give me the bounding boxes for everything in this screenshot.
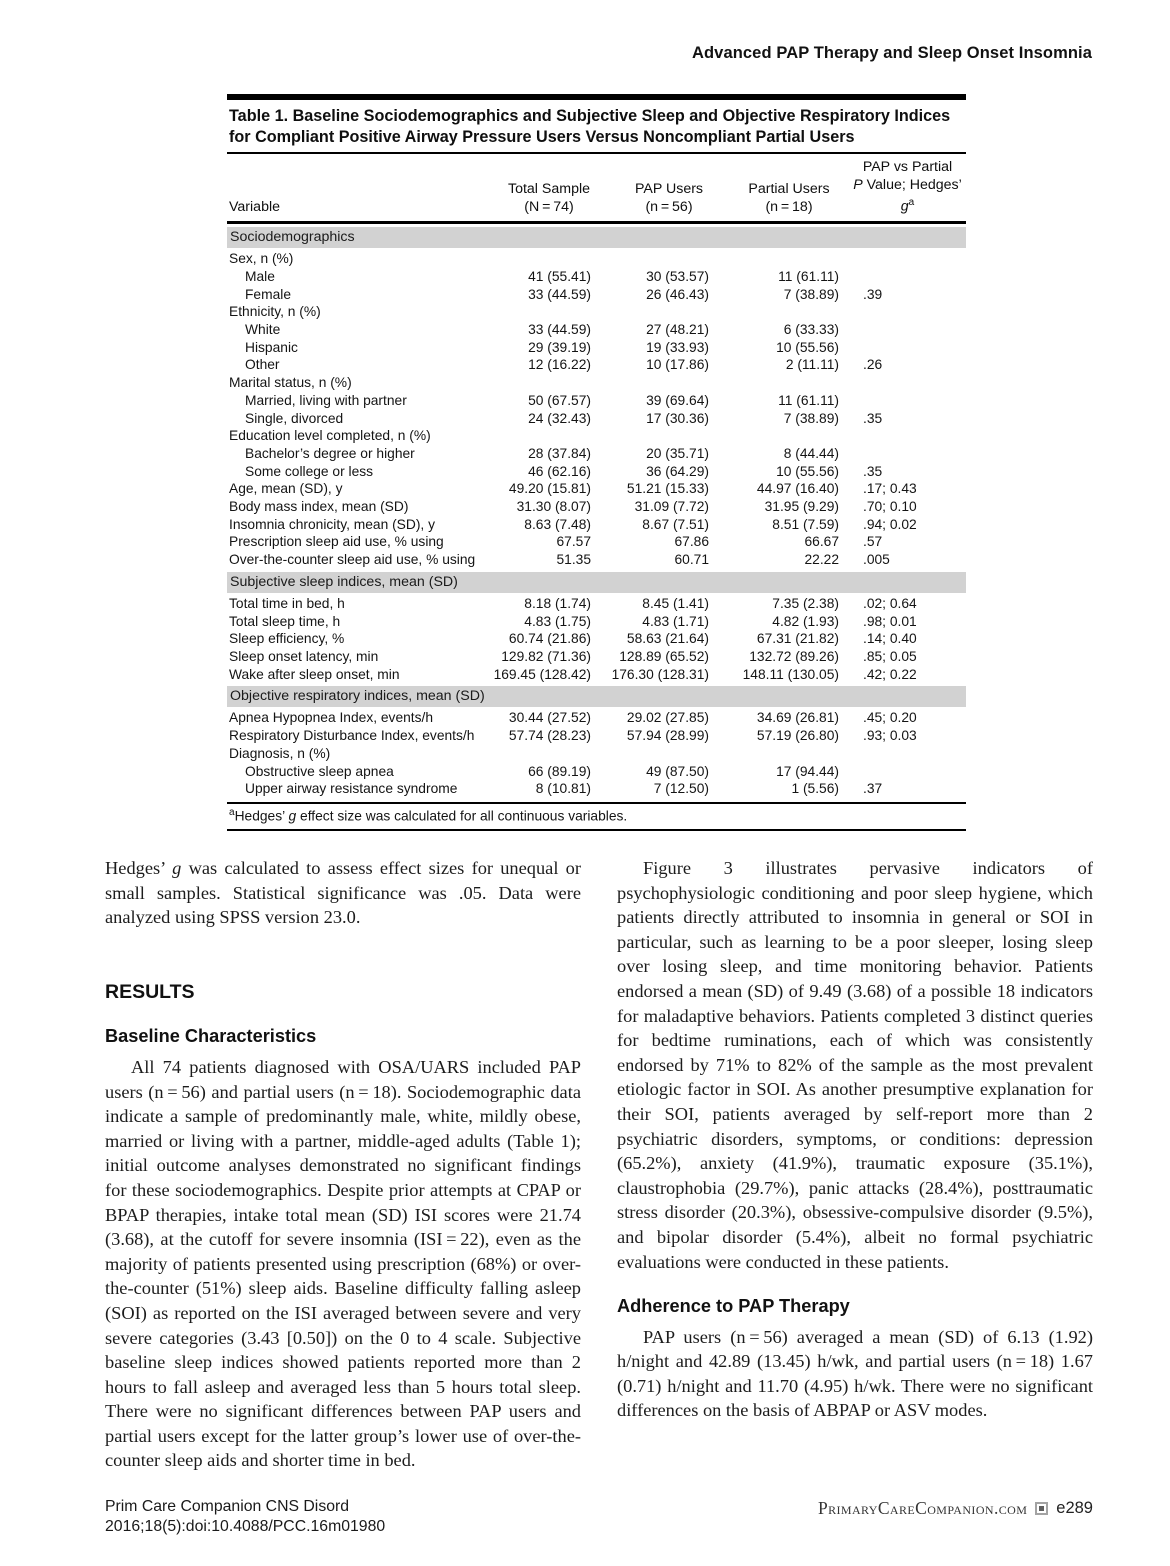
table-cell: 28 (37.84) (528, 445, 591, 461)
table-cell (849, 374, 966, 392)
table-section-rows (227, 707, 966, 798)
table-cell: 20 (35.71) (646, 445, 709, 461)
journal-website: PrimaryCareCompanion.com (817, 1498, 1028, 1518)
table-row (227, 321, 966, 339)
table-cell: .17; 0.43 (863, 481, 917, 497)
table-cell: 67.31 (21.82) (756, 631, 839, 647)
table-cell: .39 (863, 286, 883, 302)
baseline-characteristics-heading: Baseline Characteristics (105, 1026, 317, 1047)
table-cell: .35 (863, 410, 883, 426)
table-cell: .94; 0.02 (863, 516, 917, 532)
table-cell: 29.02 (27.85) (626, 710, 709, 726)
table-row (227, 303, 966, 321)
table-row (227, 268, 966, 286)
table-row (227, 709, 966, 727)
table-cell: .005 (863, 552, 890, 568)
row-label: Sex, n (%) (229, 251, 294, 267)
table-cell (489, 745, 609, 763)
table-cell (729, 303, 849, 321)
table-cell: 7 (12.50) (653, 781, 709, 797)
row-label: Age, mean (SD), y (229, 481, 343, 497)
table-cell: 7 (38.89) (783, 410, 839, 426)
body-paragraph: Hedges’ g was calculated to assess effect sizes for unequal or small samples. Statistical significance was .05. Data were analyzed using SPSS version 23.0. (105, 858, 581, 928)
table-cell: 7.35 (2.38) (772, 595, 839, 611)
table-1 (227, 94, 966, 831)
table-cell: 2 (11.11) (785, 357, 839, 373)
table-row (227, 250, 966, 268)
table-title (227, 100, 966, 154)
table-cell (849, 427, 966, 445)
row-label: Some college or less (245, 463, 374, 479)
table-cell (849, 392, 966, 410)
left-column (105, 856, 581, 1473)
row-label: Over-the-counter sleep aid use, % using (229, 552, 476, 568)
table-cell (849, 321, 966, 339)
table-cell (849, 745, 966, 763)
footer-right (818, 1497, 1093, 1519)
table-cell: 49 (87.50) (646, 763, 709, 779)
table-cell: 33 (44.59) (528, 322, 591, 338)
body-paragraph: PAP users (n = 56) averaged a mean (SD) of 6.13 (1.92) h/night and 42.89 (13.45) h/wk, and partial users (n = 18) 1.67 (0.71) h/night and 11.70 (4.95) h/wk. There were no significant differences on the basis of ABPAP or ASV modes. (617, 1326, 1093, 1421)
running-head: Advanced PAP Therapy and Sleep Onset Insomnia (691, 44, 1092, 62)
table-cell (489, 303, 609, 321)
body-paragraph: All 74 patients diagnosed with OSA/UARS included PAP users (n = 56) and partial users (n = 18). Sociodemographic data indicate a sample of predominantly male, white, mildly obese, married or living with a partner, middle-aged adults (Table 1); initial outcome analyses demonstrated no significant findings for these sociodemographics. Despite prior attempts at CPAP or BPAP therapies, intake total mean (SD) ISI scores were 21.74 (3.68), at the cutoff for severe insomnia (ISI = 22), even as the majority of patients presented using prescription (68%) or over-the-counter (51%) sleep aids. Baseline difficulty falling asleep (SOI) as reported on the ISI averaged between severe and very severe categories (3.43 [0.50]) on the 0 to 4 scale. Subjective baseline sleep indices showed patients reported more than 2 hours to fall asleep and averaged less than 5 hours total sleep. There were no significant differences between PAP users and partial users except for the latter group’s lower use of over-the-counter sleep aids and shorter time in bed. (105, 1056, 581, 1471)
table-cell: 7 (38.89) (783, 286, 839, 302)
table-row (227, 286, 966, 304)
table-cell (729, 250, 849, 268)
row-label: White (245, 322, 281, 338)
table-row (227, 480, 966, 498)
table-cell: 66 (89.19) (528, 763, 591, 779)
table-cell: .26 (863, 357, 883, 373)
table-title-line2: for Compliant Positive Airway Pressure Users Versus Noncompliant Partial Users (229, 127, 855, 146)
column-header-pvalue: PAP vs Partial P Value; Hedges’ $g^a$ (853, 159, 962, 215)
row-label: Marital status, n (%) (229, 375, 352, 391)
journal-citation: Prim Care Companion CNS Disord 2016;18(5):doi:10.4088/PCC.16m01980 (105, 1498, 386, 1535)
table-cell: 50 (67.57) (528, 392, 591, 408)
table-cell: 148.11 (130.05) (742, 666, 839, 682)
row-label: Apnea Hypopnea Index, events/h (229, 710, 434, 726)
table-cell: 17 (94.44) (776, 763, 839, 779)
body-paragraph: Figure 3 illustrates pervasive indicators of psychophysiologic conditioning and poor sleep hygiene, which patients directly attributed to insomnia in general or SOI in particular, such as learning to be a poor sleeper, losing sleep over losing sleep, and time monitoring behavior. Patients endorsed a mean (SD) of 9.49 (3.68) of a possible 18 indicators for maladaptive behaviors. Patients completed 3 distinct queries for bedtime ruminations, each of which was consistently endorsed by 71% to 82% of the sample as the most prevalent etiologic factor in SOI. As another presumptive explanation for their SOI, patients averaged by self-report more than 2 psychiatric disorders, symptoms, or conditions: depression (65.2%), anxiety (41.9%), traumatic exposure (35.1%), claustrophobia (29.7%), panic attacks (28.4%), posttraumatic stress disorder (20.3%), obsessive-compulsive disorder (9.5%), and bipolar disorder (5.4%), albeit no formal psychiatric evaluations were conducted in these patients. (617, 858, 1093, 1272)
table-cell: 46 (62.16) (528, 463, 591, 479)
table-cell: 57.94 (28.99) (626, 728, 709, 744)
table-row (227, 551, 966, 569)
table-cell: 176.30 (128.31) (611, 666, 709, 682)
table-header-row (227, 154, 966, 224)
table-cell: 10 (17.86) (646, 357, 709, 373)
table-cell: 8.45 (1.41) (642, 595, 709, 611)
table-cell (609, 374, 729, 392)
column-header-variable: Variable (229, 198, 280, 215)
table-cell: 51.21 (15.33) (626, 481, 709, 497)
table-cell: 169.45 (128.42) (493, 666, 591, 682)
table-row (227, 392, 966, 410)
table-cell: 8 (10.81) (535, 781, 591, 797)
table-cell: 11 (61.11) (778, 392, 839, 408)
table-row (227, 498, 966, 516)
results-heading: RESULTS (105, 980, 195, 1003)
table-section-rows (227, 593, 966, 684)
table-row (227, 445, 966, 463)
table-cell: 8.18 (1.74) (524, 595, 591, 611)
table-row (227, 595, 966, 613)
table-cell (729, 745, 849, 763)
table-cell: .35 (863, 463, 883, 479)
table-cell: 19 (33.93) (646, 339, 709, 355)
row-label: Respiratory Disturbance Index, events/h (229, 728, 475, 744)
table-cell: 39 (69.64) (646, 392, 709, 408)
table-cell: .85; 0.05 (863, 649, 917, 664)
table-cell: 66.67 (804, 534, 839, 550)
table-cell (849, 268, 966, 286)
table-cell: 4.82 (1.93) (772, 613, 839, 629)
table-row (227, 427, 966, 445)
row-label: Hispanic (245, 339, 298, 355)
table-cell: 57.74 (28.23) (508, 728, 591, 744)
column-header-total-sample: Total Sample (N = 74) (507, 181, 590, 215)
row-label: Education level completed, n (%) (229, 428, 431, 444)
table-body (227, 227, 966, 798)
row-label: Single, divorced (245, 410, 344, 426)
table-row (227, 356, 966, 374)
table-cell: 24 (32.43) (528, 410, 591, 426)
table-cell: 67.86 (674, 534, 709, 550)
table-cell: 8.63 (7.48) (524, 516, 591, 532)
row-label: Wake after sleep onset, min (229, 666, 400, 682)
table-cell: 6 (33.33) (783, 322, 839, 338)
row-label: Sleep efficiency, % (229, 631, 345, 647)
row-label: Ethnicity, n (%) (229, 304, 321, 320)
table-title-line1: Table 1. Baseline Sociodemographics and Subjective Sleep and Objective Respiratory Indices (229, 107, 951, 125)
row-label: Sleep onset latency, min (229, 649, 379, 664)
row-label: Total sleep time, h (229, 613, 341, 629)
table-cell: 4.83 (1.75) (524, 613, 591, 629)
row-label: Diagnosis, n (%) (229, 745, 331, 761)
table-cell: 10 (55.56) (776, 463, 839, 479)
table-row (227, 745, 966, 763)
table-cell: 12 (16.22) (528, 357, 591, 373)
table-cell: 31.95 (9.29) (764, 499, 839, 515)
table-cell: .70; 0.10 (863, 499, 917, 515)
table-row (227, 533, 966, 551)
row-label: Female (245, 286, 292, 302)
table-cell: 67.57 (556, 534, 591, 550)
table-row (227, 727, 966, 745)
table-cell: 27 (48.21) (646, 322, 709, 338)
table-cell (729, 427, 849, 445)
table-cell (849, 445, 966, 463)
table-cell (489, 250, 609, 268)
table-row (227, 666, 966, 684)
table-row (227, 630, 966, 648)
column-header-pap-users: PAP Users (n = 56) (634, 181, 704, 215)
row-label: Body mass index, mean (SD) (229, 499, 409, 515)
table-cell (849, 763, 966, 781)
row-label: Obstructive sleep apnea (245, 763, 394, 779)
row-label: Upper airway resistance syndrome (245, 781, 458, 797)
table-cell: 30 (53.57) (646, 268, 709, 284)
table-section-header: Subjective sleep indices, mean (SD) (227, 572, 966, 593)
table-cell: .14; 0.40 (863, 631, 917, 647)
table-cell: 17 (30.36) (646, 410, 709, 426)
table-cell: .42; 0.22 (863, 666, 917, 682)
page-footer (105, 1497, 1093, 1537)
table-row (227, 339, 966, 357)
table-row (227, 780, 966, 798)
table-cell: .57 (863, 534, 883, 550)
table-cell: 4.83 (1.71) (642, 613, 709, 629)
table-cell: 29 (39.19) (528, 339, 591, 355)
table-cell: 41 (55.41) (528, 268, 591, 284)
table-cell: 58.63 (21.64) (626, 631, 709, 647)
table-cell (849, 303, 966, 321)
table-footnote: $^a$Hedges’ g effect size was calculated for all continuous variables. (227, 802, 966, 831)
table-cell (609, 427, 729, 445)
table-cell: 60.71 (674, 552, 709, 568)
table-cell: 22.22 (804, 552, 839, 568)
table-cell: 8.67 (7.51) (642, 516, 709, 532)
table-section-rows (227, 248, 966, 569)
table-cell: 26 (46.43) (646, 286, 709, 302)
table-cell: 10 (55.56) (776, 339, 839, 355)
table-cell (849, 339, 966, 357)
table-section-header: Objective respiratory indices, mean (SD) (227, 686, 966, 707)
page-marker-icon (1035, 1502, 1048, 1515)
row-label: Other (245, 357, 280, 373)
table-cell: 44.97 (16.40) (756, 481, 839, 497)
table-row (227, 410, 966, 428)
table-row (227, 648, 966, 666)
table-cell: 129.82 (71.36) (501, 649, 591, 664)
column-header-partial-users: Partial Users (n = 18) (748, 181, 830, 215)
table-cell: 8 (44.44) (783, 445, 839, 461)
table-row (227, 374, 966, 392)
table-cell: 1 (5.56) (791, 781, 839, 797)
table-section-header: Sociodemographics (227, 227, 966, 248)
table-cell: 132.72 (89.26) (749, 649, 839, 664)
table-cell: 128.89 (65.52) (619, 649, 709, 664)
table-row (227, 613, 966, 631)
row-label: Total time in bed, h (229, 595, 345, 611)
table-cell: 31.30 (8.07) (516, 499, 591, 515)
row-label: Insomnia chronicity, mean (SD), y (229, 516, 435, 532)
row-label: Male (245, 268, 275, 284)
table-cell: 31.09 (7.72) (634, 499, 709, 515)
table-cell: 60.74 (21.86) (508, 631, 591, 647)
table-cell: 49.20 (15.81) (508, 481, 591, 497)
table-cell (849, 250, 966, 268)
table-cell: 11 (61.11) (778, 268, 839, 284)
table-cell (489, 427, 609, 445)
page-number: e289 (1056, 1499, 1093, 1517)
table-cell: 51.35 (556, 552, 591, 568)
row-label: Prescription sleep aid use, % using (229, 534, 444, 550)
table-cell (609, 745, 729, 763)
table-cell: 57.19 (26.80) (756, 728, 839, 744)
table-cell: .93; 0.03 (863, 728, 917, 744)
right-column (617, 856, 1093, 1473)
row-label: Married, living with partner (245, 392, 407, 408)
table-cell: .02; 0.64 (863, 595, 917, 611)
row-label: Bachelor’s degree or higher (245, 445, 415, 461)
table-cell: 30.44 (27.52) (508, 710, 591, 726)
table-cell: .45; 0.20 (863, 710, 917, 726)
table-cell (729, 374, 849, 392)
table-cell: 33 (44.59) (528, 286, 591, 302)
table-row (227, 463, 966, 481)
table-row (227, 763, 966, 781)
table-cell (489, 374, 609, 392)
table-row (227, 516, 966, 534)
table-cell: .37 (863, 781, 883, 797)
table-cell: .98; 0.01 (863, 613, 917, 629)
table-cell: 36 (64.29) (646, 463, 709, 479)
table-cell (609, 303, 729, 321)
table-cell: 34.69 (26.81) (756, 710, 839, 726)
article-body (105, 856, 1093, 1473)
table-cell: 8.51 (7.59) (772, 516, 839, 532)
adherence-heading: Adherence to PAP Therapy (617, 1296, 850, 1317)
table-cell (609, 250, 729, 268)
